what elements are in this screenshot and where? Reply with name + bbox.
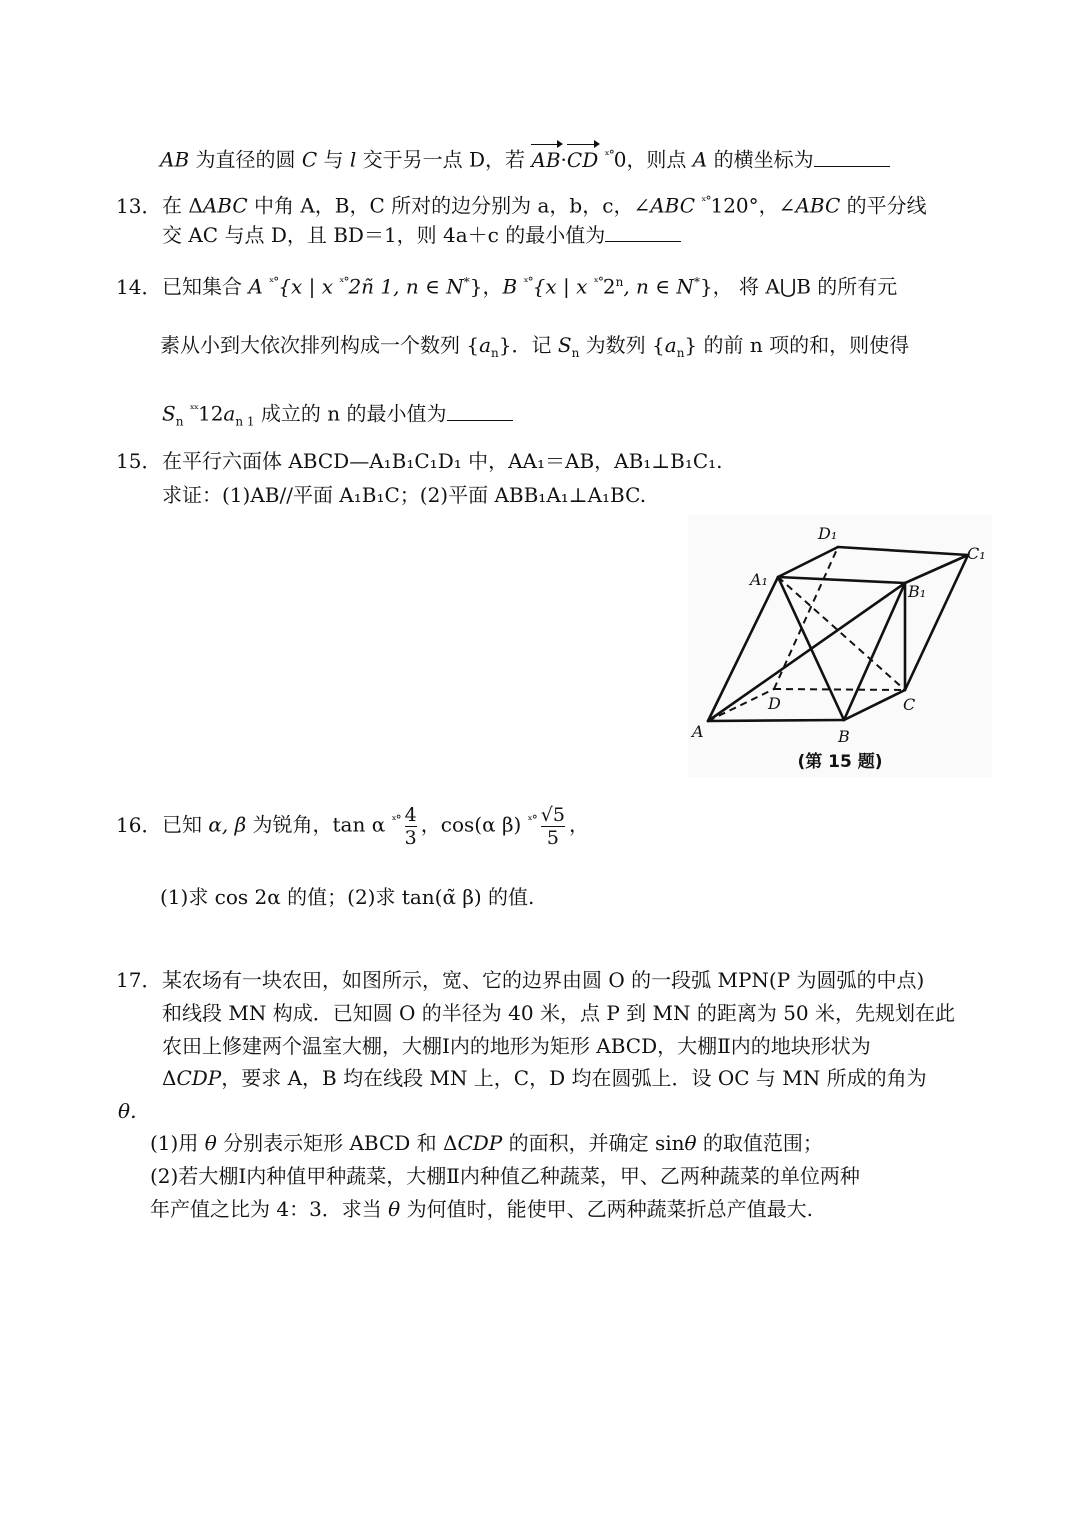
text: 交 AC 与点 D，且 BD＝1，则 4a＋c 的最小值为 — [162, 223, 606, 247]
numerator: √5 — [540, 803, 565, 826]
text: 为锐角， — [246, 812, 333, 837]
text: 为直径的圆 — [189, 147, 302, 172]
problem-number: 16． — [116, 812, 162, 837]
text: 某农场有一块农田，如图所示，宽、它的边界由圆 O 的一段弧 MPN(P 为圆弧的中点) — [162, 968, 925, 992]
text: 在平行六面体 ABCD—A₁B₁C₁D₁ 中，AA₁＝AB，AB₁⊥B₁C₁. — [162, 449, 723, 473]
text: 已知集合 — [162, 274, 249, 299]
numerator: 4 — [404, 803, 417, 826]
fraction-four-thirds — [405, 804, 417, 849]
vector-ab: AB — [531, 147, 561, 172]
text: 2ñ 1, n ∈ N — [348, 274, 464, 299]
text: θ — [204, 1131, 217, 1155]
superscript: n — [615, 275, 624, 289]
edge-a-d-hidden — [708, 689, 774, 721]
problem-number: 15． — [116, 449, 162, 473]
text: S — [162, 401, 176, 426]
answer-blank — [605, 223, 681, 242]
text: ，则点 — [626, 147, 693, 172]
problem-number: 17． — [116, 968, 162, 992]
subscript: n — [571, 346, 580, 360]
text: a — [664, 333, 677, 357]
text: S — [557, 333, 572, 357]
text: ， — [568, 812, 589, 837]
text: 求证：(1)AB//平面 A₁B₁C；(2)平面 ABB₁A₁⊥A₁BC. — [162, 483, 647, 507]
superscript: * — [463, 275, 470, 289]
text: }， 将 A⋃B 的所有元 — [699, 274, 898, 299]
text: ABC — [650, 193, 696, 218]
text: θ． — [118, 1099, 151, 1123]
text: ABC — [202, 193, 248, 218]
text: CDP — [176, 1066, 222, 1090]
text: 农田上修建两个温室大棚，大棚Ⅰ内的地形为矩形 ABCD，大棚Ⅱ内的地块形状为 — [162, 1034, 871, 1058]
problem-15-line-2 — [162, 481, 646, 509]
subscript: n — [175, 414, 184, 429]
edge-d-c-hidden — [774, 689, 905, 690]
vector-cd: CD — [566, 147, 599, 172]
text: 2 — [602, 274, 616, 299]
text: , n ∈ N — [623, 274, 694, 299]
text-l: l — [349, 147, 357, 172]
answer-blank — [814, 148, 890, 167]
text: } 的前 n 项的和，则使得 — [684, 333, 910, 357]
text: (2)若大棚Ⅰ内种值甲种蔬菜，大棚Ⅱ内种值乙种蔬菜，甲、乙两种蔬菜的单位两种 — [150, 1164, 860, 1188]
text: ，要求 A，B 均在线段 MN 上，C，D 均在圆弧上．设 OC 与 MN 所成的角为 — [221, 1066, 927, 1090]
problem-17-line-2 — [162, 999, 955, 1027]
superscript: * — [693, 275, 700, 289]
segment-a1-c-hidden — [778, 577, 905, 690]
label-a: A — [692, 722, 704, 741]
text: 年产值之比为 4：3．求当 — [150, 1197, 389, 1221]
problem-number: 13． — [116, 193, 162, 218]
text: 分别表示矩形 ABCD 和 Δ — [216, 1131, 458, 1155]
subscript: n — [676, 346, 685, 360]
label-c: C — [903, 695, 916, 714]
text: 交于另一点 D，若 — [356, 147, 532, 172]
text: cos(α β) — [440, 812, 528, 837]
problem-14-line-2 — [160, 331, 909, 367]
edge-c-c1 — [905, 555, 968, 690]
garbled-equals-glyph: ˣ° — [701, 194, 711, 208]
text: 中角 A，B，C 所对的边分别为 a，b，c，∠ — [247, 193, 651, 218]
label-b: B — [838, 727, 850, 746]
garbled-equals-glyph: ˣ° — [523, 275, 533, 289]
text: 为数列 { — [579, 333, 665, 357]
text: 0 — [613, 147, 627, 172]
segment-a1-b — [778, 577, 844, 720]
edge-a1-b1 — [778, 577, 905, 583]
label-a1: A₁ — [750, 570, 768, 589]
problem-16-line-1 — [116, 790, 589, 850]
text: 的取值范围； — [696, 1131, 823, 1155]
garbled-equals-glyph: ˣ° — [391, 813, 401, 827]
edge-c1-b1 — [905, 555, 968, 583]
text: {x | x — [532, 274, 594, 299]
problem-12-tail — [160, 141, 890, 174]
text: 120° — [710, 193, 759, 218]
text: ， — [420, 812, 441, 837]
problem-17-line-4 — [162, 1064, 927, 1092]
dot-product: · — [560, 147, 567, 172]
problem-13-line-1 — [116, 187, 927, 220]
fraction-root5-over-5 — [541, 804, 565, 849]
text: 已知 — [162, 812, 209, 837]
problem-14-line-1 — [116, 268, 897, 301]
label-c1: C₁ — [967, 544, 986, 563]
parallelepiped-diagram — [688, 515, 992, 747]
garbled-glyph: ˣˣ — [189, 402, 198, 416]
text: (1)求 cos 2α 的值；(2)求 tan(α̃ β) 的值. — [160, 885, 535, 909]
edge-b-c — [844, 690, 905, 720]
text: {x | x — [278, 274, 340, 299]
text: a — [223, 401, 236, 426]
problem-14-line-3 — [162, 395, 513, 436]
text: tan α — [332, 812, 392, 837]
label-b1: B₁ — [908, 582, 927, 601]
problem-15-line-1 — [116, 447, 723, 475]
text-a: A — [692, 147, 708, 172]
denominator: 5 — [546, 826, 559, 849]
text-ab: AB — [160, 147, 190, 172]
label-d1: D₁ — [818, 524, 838, 543]
text: Δ — [162, 1066, 177, 1090]
text: θ — [684, 1131, 697, 1155]
text: θ — [388, 1197, 401, 1221]
denominator: 3 — [404, 826, 417, 849]
text: }．记 — [498, 333, 558, 357]
text: 在 Δ — [162, 193, 203, 218]
problem-17-line-6 — [150, 1129, 823, 1157]
problem-number: 14． — [116, 274, 162, 299]
text: 与 — [317, 147, 350, 172]
text: CDP — [457, 1131, 503, 1155]
text: ，∠ — [758, 193, 796, 218]
subscript: n — [491, 346, 499, 360]
problem-17-line-7 — [150, 1162, 860, 1190]
text: 的平分线 — [840, 193, 927, 218]
text: 的面积，并确定 sin — [502, 1131, 685, 1155]
text: 12 — [197, 401, 224, 426]
problem-16-line-2 — [160, 883, 534, 911]
text: 的横坐标为 — [707, 147, 814, 172]
garbled-equals-glyph: ˣ° — [269, 275, 279, 289]
text: 成立的 n 的最小值为 — [254, 401, 447, 426]
problem-17-line-8 — [150, 1195, 813, 1223]
problem-17-line-1 — [116, 966, 924, 994]
garbled-equals-glyph: ˣ° — [339, 275, 349, 289]
text: α, β — [208, 812, 247, 837]
problem-13-line-2 — [162, 221, 681, 249]
figure-caption: (第 15 题) — [797, 752, 883, 772]
garbled-equals-glyph: ˣ° — [593, 275, 603, 289]
answer-blank — [447, 402, 513, 421]
text: 素从小到大依次排列构成一个数列 { — [160, 333, 480, 357]
text-c: C — [301, 147, 318, 172]
edge-a-b — [708, 720, 844, 721]
garbled-equals-glyph: ˣ° — [527, 813, 537, 827]
text: B — [502, 274, 518, 299]
text: A — [248, 274, 263, 299]
text: }， — [469, 274, 503, 299]
parallelepiped-figure — [688, 515, 992, 777]
problem-17-line-5 — [118, 1097, 150, 1125]
text: (1)用 — [150, 1131, 205, 1155]
edge-d1-c1 — [838, 547, 968, 555]
problem-17-line-3 — [162, 1032, 871, 1060]
text: a — [479, 333, 492, 357]
subscript: n 1 — [235, 414, 255, 429]
label-d: D — [768, 694, 781, 713]
text: 为何值时，能使甲、乙两种蔬菜折总产值最大. — [400, 1197, 813, 1221]
text: 和线段 MN 构成．已知圆 O 的半径为 40 米，点 P 到 MN 的距离为 50 米，先规划在此 — [162, 1001, 955, 1025]
edge-a1-d1 — [778, 547, 838, 577]
text: ABC — [795, 193, 841, 218]
garbled-equals-glyph: ˣ° — [604, 148, 614, 162]
